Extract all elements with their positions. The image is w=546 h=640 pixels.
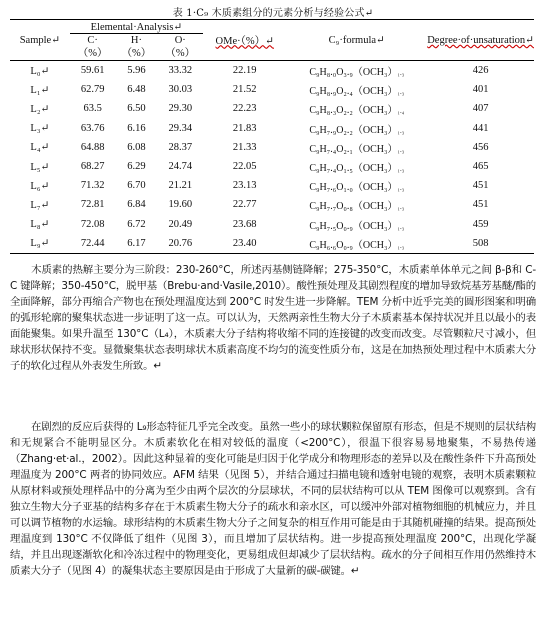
formula-cell: C₉H₈.₉O₂.₄（OCH₃）₁.₃ [309, 86, 405, 98]
c-cell: 68.27 [80, 161, 105, 173]
ome-cell: 23.40 [203, 234, 286, 254]
o-cell: 29.30 [168, 103, 193, 115]
table-row [10, 119, 534, 138]
formula-cell: C₉H₇.₉O₂.₂（OCH₃）₁.₃ [309, 124, 405, 136]
ome-cell: 23.13 [232, 180, 257, 192]
sample-cell: L₇↵ [30, 199, 50, 211]
c-cell: 71.32 [80, 180, 105, 192]
o-cell: 33.32 [168, 65, 193, 77]
degree-cell: 401 [472, 84, 489, 96]
o-cell: 24.74 [168, 161, 193, 173]
o-cell: 21.21 [168, 180, 193, 192]
sample-cell: L₅↵ [30, 161, 50, 173]
header-sample: Sample↵ [10, 20, 70, 61]
sample-cell: L₆↵ [30, 180, 50, 192]
h-cell: 6.16 [127, 122, 146, 134]
o-cell: 28.37 [168, 141, 193, 153]
o-cell: 29.34 [168, 122, 193, 134]
header-degree: Degree·of·unsaturation↵ [427, 20, 534, 61]
table-row [10, 176, 534, 195]
formula-cell: C₉H₈.₀O₃.₉（OCH₃）₁.₃ [309, 67, 405, 79]
table-row [10, 138, 534, 157]
table-row [10, 80, 534, 99]
c-cell: 72.44 [70, 234, 116, 254]
degree-cell: 426 [472, 65, 489, 77]
sample-cell: L₃↵ [30, 123, 50, 135]
table-row [10, 234, 534, 254]
formula-cell: C₉H₇.₄O₂.₁（OCH₃）₁.₃ [309, 143, 405, 155]
h-cell: 6.72 [127, 218, 146, 230]
header-h: H· （%） [116, 34, 158, 61]
h-cell: 6.48 [127, 84, 146, 96]
degree-cell: 451 [472, 180, 489, 192]
c-cell: 72.08 [80, 218, 105, 230]
h-cell: 6.50 [127, 103, 146, 115]
degree-cell: 508 [427, 234, 534, 254]
c-cell: 63.5 [83, 103, 102, 115]
h-cell: 6.29 [127, 161, 146, 173]
sample-cell: L₂↵ [30, 103, 50, 115]
ome-cell: 21.83 [232, 122, 257, 134]
header-formula: C₉·formula↵ [286, 20, 427, 61]
ome-cell: 22.19 [232, 65, 257, 77]
formula-cell: C₉H₇.₆O₁.₀（OCH₃）₁.₃ [309, 182, 405, 194]
h-cell: 6.08 [127, 141, 146, 153]
ome-cell: 21.52 [232, 84, 257, 96]
degree-cell: 456 [472, 141, 489, 153]
paragraph-2: 在剧烈的反应后获得的 L₉形态特征几乎完全改变。虽然一些小的球状颗粒保留原有形态，但是不规则的层状结构和无规紧合不能明显区分。木质素软化在相对较低的温度（<200°C），很温下很容易易地聚集，不易热传递（Zhang·et·al.，2002）。因此这种显着的变化可能是归因于化学成分和物理形态的差异以及在酸性条件下升高预处理温度为 200°C 两者的协同效应。AFM 结果（见图 5），并结合通过扫描电镜和透射电镜的观察，表明木质素颗粒从原材料或预处理样品中的分离为至少由两个层次的分层球状，不同的层状结构可以从 TEM 图像可以观察到。含有独立生物大分子亚基的结构多存在于木质素生物大分子的疏水和亲水区，可以缓冲外部对植物细胞的机械应力，并且可以调节植物的水运输。球形结构的木质素生物大分子之间复杂的相互作用可能是由于其随机碰撞的结果。提高预处理温度到 130°C 不仅降低了组件（见图 3），而且增加了层状结构。进一步提高预处理温度 200°C，出现化学凝结，并且出现逐渐软化和冷冻过程中的物理变化，更易组成但却减少了层状结构。疏水的分子间相互作用仍然维持木质素大分子（见图 4）的凝集状态主要原因是由于形成了大量新的碳-碳键。↵ [10, 421, 536, 577]
formula-cell: C₉H₇.₇O₀.₈（OCH₃）₁.₃ [309, 201, 405, 213]
c-cell: 72.81 [80, 199, 105, 211]
degree-cell: 407 [472, 103, 489, 115]
header-o: O· （%） [157, 34, 203, 61]
table-row [10, 99, 534, 118]
ome-cell: 22.77 [232, 199, 257, 211]
sample-cell: L₁↵ [30, 84, 50, 96]
ome-cell: 22.05 [232, 161, 257, 173]
table-row [10, 157, 534, 176]
o-cell: 20.49 [168, 218, 193, 230]
o-cell: 19.60 [168, 199, 193, 211]
paragraph-1: 木质素的热解主要分为三阶段：230-260°C，所述丙基侧链降解；275-350°C，木质素单体单元之间 β-β和 C-C 键降解；350-450°C，脱甲基（Brebu·and·Vasile,2010）。酸性预处理及其剧烈程度的增加导致烷基芳基醚/酯的全面降解，部分再缩合产物也在预处理温度达到 200°C 时发生进一步降解。TEM 分析中近乎完美的圆形图案和明确的弧形轮廓的聚集状态进一步证明了这一点。可以认为，天然两亲性生物大分子木质素基本保持状况并且以最小的表面能聚集。如果升温至 130°C（L₄），木质素大分子结构将收缩不同的连接键的改变而改变。尽管颗粒尺寸减小，但球状形状保持不变。显微聚集状态表明球状木质素高度不均匀的流变性质分布，这是在加热预处理过程中木质素大分子的软化过程从外表发生所致。↵ [10, 264, 536, 372]
o-cell: 20.76 [157, 234, 203, 254]
h-cell: 5.96 [127, 65, 146, 77]
header-ome: OMe·（%）↵ [203, 20, 286, 61]
formula-cell: C₉H₆.₆O₀.₉（OCH₃）₁.₃ [286, 234, 427, 254]
ome-cell: 23.68 [232, 218, 257, 230]
ome-cell: 22.23 [232, 103, 257, 115]
table-row [10, 195, 534, 214]
sample-cell: L₀↵ [30, 65, 50, 77]
h-cell: 6.84 [127, 199, 146, 211]
sample-cell: L₉↵ [10, 234, 70, 254]
table-row [10, 215, 534, 234]
c-cell: 59.61 [80, 65, 105, 77]
sample-cell: L₈↵ [30, 219, 50, 231]
elemental-analysis-table [10, 19, 534, 254]
degree-cell: 441 [472, 122, 489, 134]
header-elemental-analysis: Elemental·Analysis↵ [70, 20, 203, 34]
degree-cell: 459 [472, 218, 489, 230]
header-c: C· （%） [70, 34, 116, 61]
h-cell: 6.17 [116, 234, 158, 254]
formula-cell: C₉H₈.₃O₂.₂（OCH₃）₁.₄ [309, 105, 405, 117]
table-row [10, 61, 534, 81]
c-cell: 62.79 [80, 84, 105, 96]
table-caption: 表 1·C₉ 木质素组分的元素分析与经验公式↵ [172, 8, 374, 19]
degree-cell: 465 [472, 161, 489, 173]
o-cell: 30.03 [168, 84, 193, 96]
sample-cell: L₄↵ [30, 142, 50, 154]
c-cell: 64.88 [80, 141, 105, 153]
formula-cell: C₉H₇.₅O₀.₉（OCH₃）₁.₃ [309, 220, 405, 232]
degree-cell: 451 [472, 199, 489, 211]
h-cell: 6.70 [127, 180, 146, 192]
ome-cell: 21.33 [232, 141, 257, 153]
formula-cell: C₉H₇.₄O₁.₅（OCH₃）₁.₃ [309, 163, 405, 175]
c-cell: 63.76 [80, 122, 105, 134]
